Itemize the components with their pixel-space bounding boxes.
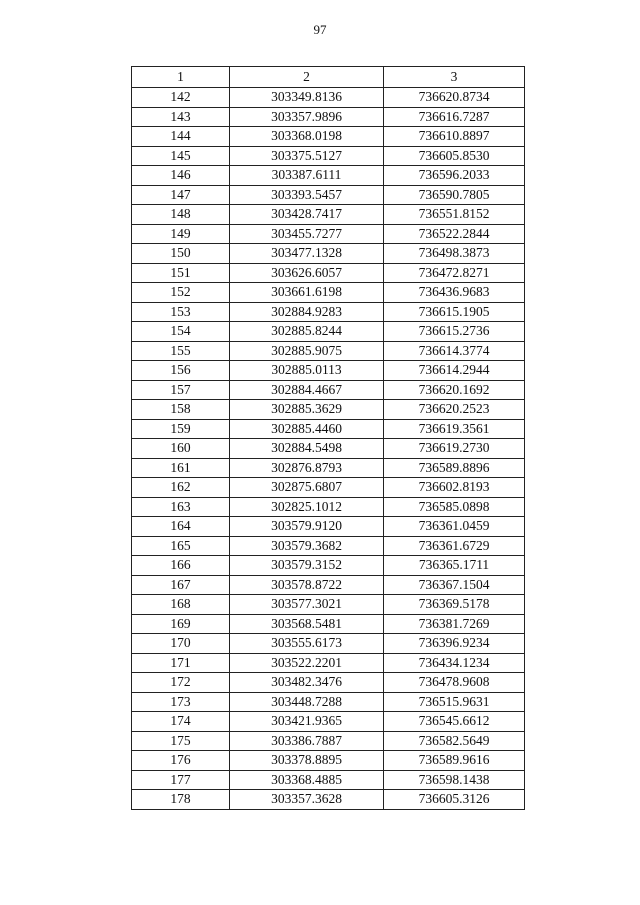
page-number: 97 [313,22,327,37]
cell-point-number: 169 [132,614,230,634]
cell-point-number: 165 [132,536,230,556]
table-row [132,361,525,381]
cell-x-coordinate: 303661.6198 [230,283,384,303]
cell-x-coordinate: 303368.0198 [230,127,384,147]
cell-y-coordinate: 736619.3561 [384,419,525,439]
cell-y-coordinate: 736615.2736 [384,322,525,342]
cell-x-coordinate: 302884.4667 [230,380,384,400]
cell-y-coordinate: 736620.1692 [384,380,525,400]
cell-y-coordinate: 736590.7805 [384,185,525,205]
table-header-row [132,67,525,88]
cell-y-coordinate: 736472.8271 [384,263,525,283]
cell-y-coordinate: 736361.0459 [384,517,525,537]
table-row [132,185,525,205]
table-row [132,517,525,537]
table-row [132,692,525,712]
cell-x-coordinate: 302885.8244 [230,322,384,342]
cell-y-coordinate: 736582.5649 [384,731,525,751]
table-row [132,146,525,166]
table-row [132,575,525,595]
table-row [132,439,525,459]
cell-point-number: 150 [132,244,230,264]
cell-y-coordinate: 736551.8152 [384,205,525,225]
table-row [132,673,525,693]
cell-point-number: 154 [132,322,230,342]
cell-x-coordinate: 302885.0113 [230,361,384,381]
cell-y-coordinate: 736369.5178 [384,595,525,615]
cell-x-coordinate: 303578.8722 [230,575,384,595]
table-row [132,497,525,517]
cell-x-coordinate: 303577.3021 [230,595,384,615]
cell-point-number: 152 [132,283,230,303]
table-row [132,770,525,790]
cell-point-number: 149 [132,224,230,244]
table-row [132,244,525,264]
cell-x-coordinate: 302876.8793 [230,458,384,478]
table-row [132,263,525,283]
cell-x-coordinate: 302875.6807 [230,478,384,498]
cell-x-coordinate: 303555.6173 [230,634,384,654]
cell-point-number: 161 [132,458,230,478]
table-row [132,400,525,420]
cell-x-coordinate: 303626.6057 [230,263,384,283]
table-row [132,634,525,654]
cell-point-number: 147 [132,185,230,205]
cell-y-coordinate: 736434.1234 [384,653,525,673]
table-row [132,712,525,732]
cell-x-coordinate: 303428.7417 [230,205,384,225]
cell-x-coordinate: 303477.1328 [230,244,384,264]
table-row [132,536,525,556]
column-header-point-number: 1 [132,67,230,88]
cell-point-number: 163 [132,497,230,517]
cell-x-coordinate: 302884.5498 [230,439,384,459]
cell-point-number: 168 [132,595,230,615]
cell-x-coordinate: 303579.3682 [230,536,384,556]
cell-x-coordinate: 302885.4460 [230,419,384,439]
cell-y-coordinate: 736522.2844 [384,224,525,244]
table-row [132,107,525,127]
cell-point-number: 178 [132,790,230,810]
cell-point-number: 146 [132,166,230,186]
cell-point-number: 172 [132,673,230,693]
table-row [132,322,525,342]
cell-x-coordinate: 303357.3628 [230,790,384,810]
cell-x-coordinate: 303386.7887 [230,731,384,751]
table-body [132,88,525,810]
cell-y-coordinate: 736605.3126 [384,790,525,810]
cell-x-coordinate: 303448.7288 [230,692,384,712]
column-header-x-coordinate: 2 [230,67,384,88]
table-row [132,341,525,361]
cell-y-coordinate: 736602.8193 [384,478,525,498]
cell-point-number: 173 [132,692,230,712]
cell-point-number: 151 [132,263,230,283]
cell-y-coordinate: 736381.7269 [384,614,525,634]
cell-x-coordinate: 303378.8895 [230,751,384,771]
cell-point-number: 171 [132,653,230,673]
cell-y-coordinate: 736619.2730 [384,439,525,459]
cell-point-number: 155 [132,341,230,361]
table-row [132,88,525,108]
cell-x-coordinate: 303579.9120 [230,517,384,537]
table-row [132,166,525,186]
table-row [132,556,525,576]
cell-y-coordinate: 736396.9234 [384,634,525,654]
cell-x-coordinate: 303368.4885 [230,770,384,790]
cell-point-number: 158 [132,400,230,420]
table-row [132,205,525,225]
cell-x-coordinate: 303421.9365 [230,712,384,732]
coordinates-table [131,66,525,810]
cell-point-number: 142 [132,88,230,108]
table-row [132,653,525,673]
table-row [132,595,525,615]
cell-point-number: 159 [132,419,230,439]
cell-point-number: 162 [132,478,230,498]
cell-x-coordinate: 303387.6111 [230,166,384,186]
cell-point-number: 143 [132,107,230,127]
cell-y-coordinate: 736596.2033 [384,166,525,186]
cell-x-coordinate: 302825.1012 [230,497,384,517]
table-row [132,790,525,810]
cell-point-number: 167 [132,575,230,595]
cell-x-coordinate: 303357.9896 [230,107,384,127]
cell-y-coordinate: 736545.6612 [384,712,525,732]
table-row [132,751,525,771]
cell-point-number: 160 [132,439,230,459]
cell-point-number: 177 [132,770,230,790]
cell-point-number: 145 [132,146,230,166]
cell-x-coordinate: 303455.7277 [230,224,384,244]
cell-x-coordinate: 302884.9283 [230,302,384,322]
cell-y-coordinate: 736361.6729 [384,536,525,556]
cell-y-coordinate: 736436.9683 [384,283,525,303]
cell-x-coordinate: 303393.5457 [230,185,384,205]
cell-x-coordinate: 303579.3152 [230,556,384,576]
table-row [132,283,525,303]
cell-y-coordinate: 736614.3774 [384,341,525,361]
cell-y-coordinate: 736585.0898 [384,497,525,517]
cell-y-coordinate: 736620.8734 [384,88,525,108]
cell-x-coordinate: 302885.3629 [230,400,384,420]
cell-y-coordinate: 736365.1711 [384,556,525,576]
cell-y-coordinate: 736610.8897 [384,127,525,147]
cell-point-number: 174 [132,712,230,732]
cell-y-coordinate: 736367.1504 [384,575,525,595]
cell-y-coordinate: 736615.1905 [384,302,525,322]
cell-point-number: 166 [132,556,230,576]
cell-x-coordinate: 302885.9075 [230,341,384,361]
cell-y-coordinate: 736598.1438 [384,770,525,790]
cell-x-coordinate: 303482.3476 [230,673,384,693]
cell-y-coordinate: 736498.3873 [384,244,525,264]
cell-y-coordinate: 736620.2523 [384,400,525,420]
table-row [132,614,525,634]
cell-point-number: 176 [132,751,230,771]
cell-x-coordinate: 303568.5481 [230,614,384,634]
cell-point-number: 170 [132,634,230,654]
table-row [132,419,525,439]
table-row [132,458,525,478]
cell-y-coordinate: 736614.2944 [384,361,525,381]
cell-point-number: 148 [132,205,230,225]
table-row [132,380,525,400]
cell-x-coordinate: 303375.5127 [230,146,384,166]
cell-point-number: 157 [132,380,230,400]
cell-x-coordinate: 303349.8136 [230,88,384,108]
cell-point-number: 153 [132,302,230,322]
cell-point-number: 175 [132,731,230,751]
cell-y-coordinate: 736478.9608 [384,673,525,693]
cell-point-number: 156 [132,361,230,381]
cell-y-coordinate: 736589.9616 [384,751,525,771]
cell-y-coordinate: 736515.9631 [384,692,525,712]
cell-y-coordinate: 736605.8530 [384,146,525,166]
cell-y-coordinate: 736589.8896 [384,458,525,478]
cell-point-number: 164 [132,517,230,537]
cell-x-coordinate: 303522.2201 [230,653,384,673]
table-row [132,302,525,322]
table-row [132,127,525,147]
column-header-y-coordinate: 3 [384,67,525,88]
table-row [132,224,525,244]
cell-point-number: 144 [132,127,230,147]
table-row [132,731,525,751]
table-row [132,478,525,498]
cell-y-coordinate: 736616.7287 [384,107,525,127]
